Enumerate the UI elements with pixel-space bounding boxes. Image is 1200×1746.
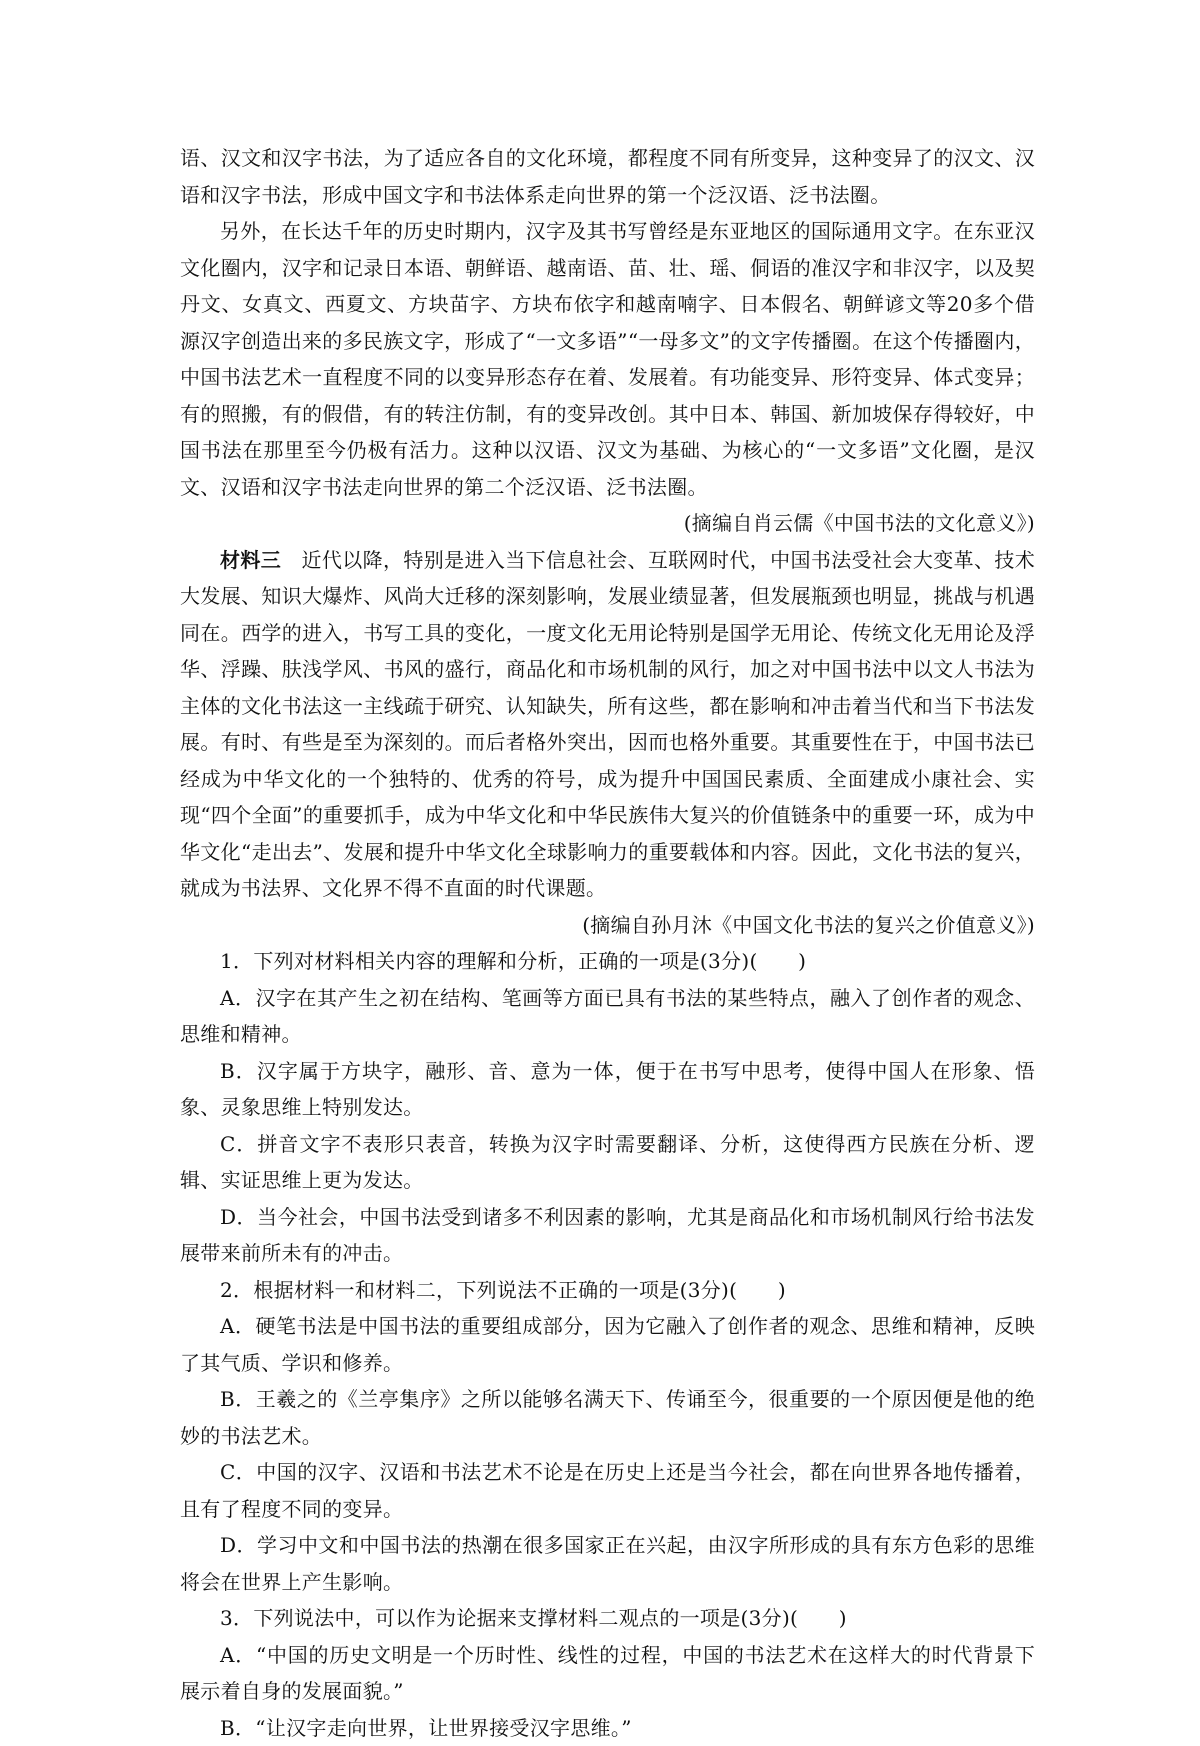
paragraph-continuation: 语、汉文和汉字书法，为了适应各自的文化环境，都程度不同有所变异，这种变异了的汉文、汉语和汉字书法，形成中国文字和书法体系走向世界的第一个泛汉语、泛书法圈。 bbox=[180, 140, 1035, 213]
question-1-option-a: A．汉字在其产生之初在结构、笔画等方面已具有书法的某些特点，融入了创作者的观念、思维和精神。 bbox=[180, 980, 1035, 1053]
question-2-option-c: C．中国的汉字、汉语和书法艺术不论是在历史上还是当今社会，都在向世界各地传播着，且有了程度不同的变异。 bbox=[180, 1454, 1035, 1527]
source-citation-1: (摘编自肖云儒《中国书法的文化意义》) bbox=[180, 505, 1035, 542]
question-1-option-d: D．当今社会，中国书法受到诸多不利因素的影响，尤其是商品化和市场机制风行给书法发展带来前所未有的冲击。 bbox=[180, 1199, 1035, 1272]
document-body bbox=[180, 140, 1035, 1746]
source-citation-2: (摘编自孙月沐《中国文化书法的复兴之价值意义》) bbox=[180, 907, 1035, 944]
question-1-option-c: C．拼音文字不表形只表音，转换为汉字时需要翻译、分析，这使得西方民族在分析、逻辑、实证思维上更为发达。 bbox=[180, 1126, 1035, 1199]
question-1-option-b: B．汉字属于方块字，融形、音、意为一体，便于在书写中思考，使得中国人在形象、悟象、灵象思维上特别发达。 bbox=[180, 1053, 1035, 1126]
question-1-stem: 1．下列对材料相关内容的理解和分析，正确的一项是(3分)( ) bbox=[180, 943, 1035, 980]
material-three-paragraph bbox=[180, 542, 1035, 907]
material-three-spacer bbox=[281, 548, 301, 572]
material-three-text: 近代以降，特别是进入当下信息社会、互联网时代，中国书法受社会大变革、技术大发展、知识大爆炸、风尚大迁移的深刻影响，发展业绩显著，但发展瓶颈也明显，挑战与机遇同在。西学的进入，书写工具的变化，一度文化无用论特别是国学无用论、传统文化无用论及浮华、浮躁、肤浅学风、书风的盛行，商品化和市场机制的风行，加之对中国书法中以文人书法为主体的文化书法这一主线疏于研究、认知缺失，所有这些，都在影响和冲击着当代和当下书法发展。有时、有些是至为深刻的。而后者格外突出，因而也格外重要。其重要性在于，中国书法已经成为中华文化的一个独特的、优秀的符号，成为提升中国国民素质、全面建成小康社会、实现“四个全面”的重要抓手，成为中华文化和中华民族伟大复兴的价值链条中的重要一环，成为中华文化“走出去”、发展和提升中华文化全球影响力的重要载体和内容。因此，文化书法的复兴，就成为书法界、文化界不得不直面的时代课题。 bbox=[180, 548, 1035, 901]
question-3-option-b: B．“让汉字走向世界，让世界接受汉字思维。” bbox=[180, 1710, 1035, 1746]
paragraph-east-asia: 另外，在长达千年的历史时期内，汉字及其书写曾经是东亚地区的国际通用文字。在东亚汉文化圈内，汉字和记录日本语、朝鲜语、越南语、苗、壮、瑶、侗语的准汉字和非汉字，以及契丹文、女真文、西夏文、方块苗字、方块布依字和越南喃字、日本假名、朝鲜谚文等20多个借源汉字创造出来的多民族文字，形成了“一文多语”“一母多文”的文字传播圈。在这个传播圈内，中国书法艺术一直程度不同的以变异形态存在着、发展着。有功能变异、形符变异、体式变异；有的照搬，有的假借，有的转注仿制，有的变异改创。其中日本、韩国、新加坡保存得较好，中国书法在那里至今仍极有活力。这种以汉语、汉文为基础、为核心的“一文多语”文化圈，是汉文、汉语和汉字书法走向世界的第二个泛汉语、泛书法圈。 bbox=[180, 213, 1035, 505]
question-2-option-a: A．硬笔书法是中国书法的重要组成部分，因为它融入了创作者的观念、思维和精神，反映了其气质、学识和修养。 bbox=[180, 1308, 1035, 1381]
material-three-label: 材料三 bbox=[220, 548, 281, 572]
question-2-option-d: D．学习中文和中国书法的热潮在很多国家正在兴起，由汉字所形成的具有东方色彩的思维将会在世界上产生影响。 bbox=[180, 1527, 1035, 1600]
question-2-stem: 2．根据材料一和材料二，下列说法不正确的一项是(3分)( ) bbox=[180, 1272, 1035, 1309]
question-2-option-b: B．王羲之的《兰亭集序》之所以能够名满天下、传诵至今，很重要的一个原因便是他的绝妙的书法艺术。 bbox=[180, 1381, 1035, 1454]
question-3-option-a: A．“中国的历史文明是一个历时性、线性的过程，中国的书法艺术在这样大的时代背景下展示着自身的发展面貌。” bbox=[180, 1637, 1035, 1710]
question-3-stem: 3．下列说法中，可以作为论据来支撑材料二观点的一项是(3分)( ) bbox=[180, 1600, 1035, 1637]
